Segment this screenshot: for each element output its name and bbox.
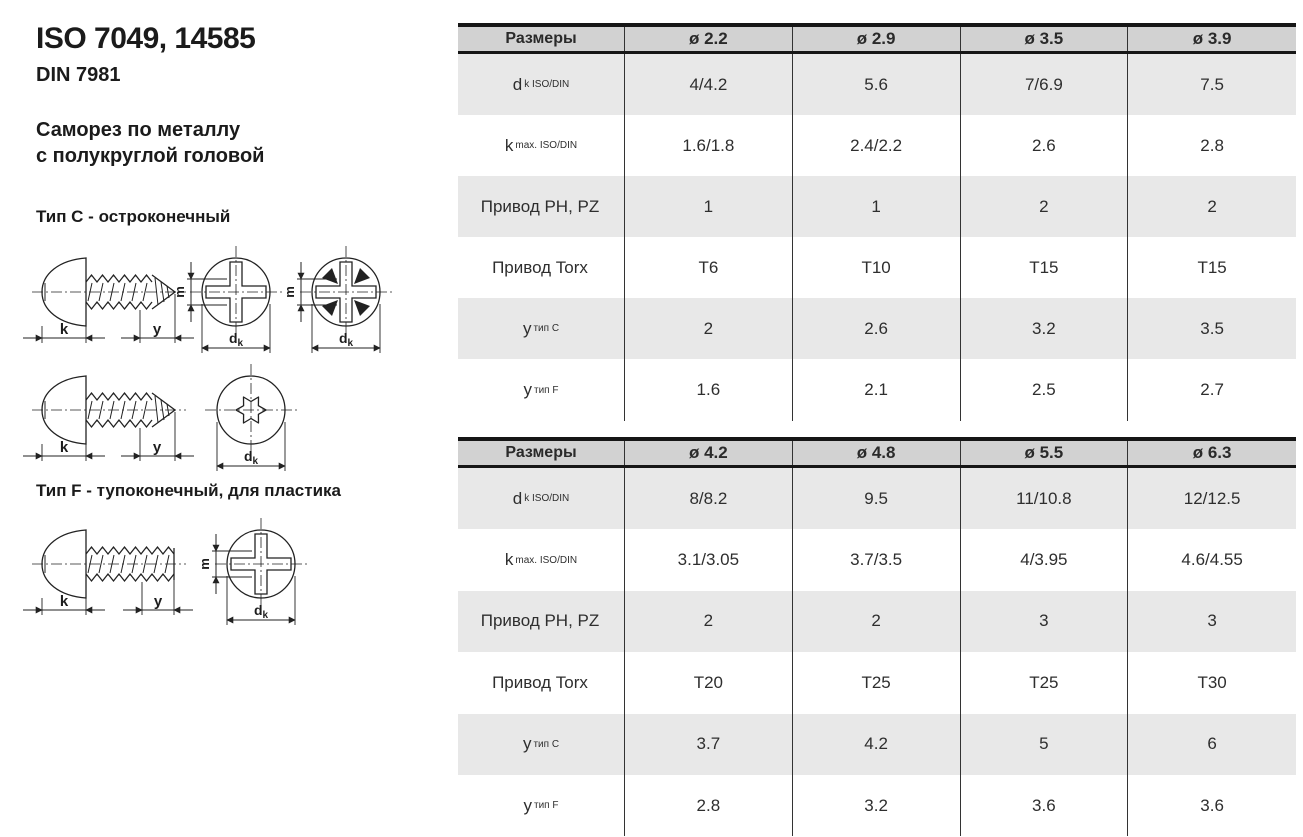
row-label xyxy=(458,359,625,420)
header-sizes-label: Размеры xyxy=(458,441,625,465)
table-row-drive-torx xyxy=(458,237,1296,298)
table-cell: 2.7 xyxy=(1200,380,1224,400)
k-dim-label: k xyxy=(59,439,69,456)
y-dim-label: y xyxy=(152,439,162,456)
table-cell: 2 xyxy=(625,591,793,652)
row-label-sub: тип C xyxy=(533,738,560,750)
row-label-base: Привод PH, PZ xyxy=(480,611,600,631)
table-cell: T6 xyxy=(625,237,793,298)
dk-dim-label xyxy=(229,330,244,349)
table-cell: 3.6 xyxy=(961,775,1129,836)
table-row-kmax xyxy=(458,529,1296,590)
y-dim-label: y xyxy=(153,593,163,610)
table-cell: 3 xyxy=(961,591,1129,652)
header-diameter: ø 4.8 xyxy=(793,441,961,465)
row-label-base: k xyxy=(504,550,514,570)
header-diameter: ø 3.5 xyxy=(961,27,1129,51)
table-row-kmax xyxy=(458,115,1296,176)
table-cell: 4/4.2 xyxy=(625,54,793,115)
row-label-sub: тип C xyxy=(533,323,560,335)
row-label xyxy=(458,115,625,176)
description-line-1: Саморез по металлу xyxy=(36,119,241,141)
table-cell: T25 xyxy=(961,652,1129,713)
row-label-base: у xyxy=(522,318,532,338)
row-label-base: у xyxy=(522,734,532,754)
dk-base: d xyxy=(228,330,238,346)
table-cell: 9.5 xyxy=(793,468,961,529)
table-cell: 2 xyxy=(793,591,961,652)
k-dim-label: k xyxy=(59,593,69,610)
table-row-y-type-c xyxy=(458,298,1296,359)
table-cell: 3.2 xyxy=(793,775,961,836)
m-dim-label: m xyxy=(197,558,212,570)
row-label xyxy=(458,54,625,115)
size-table-large-diameters xyxy=(458,437,1296,836)
table-cell: 4.2 xyxy=(793,714,961,775)
table-cell: 3.7 xyxy=(625,714,793,775)
table-cell: T30 xyxy=(1197,672,1227,692)
row-label-sub: max. ISO/DIN xyxy=(515,140,578,152)
row-label xyxy=(458,775,625,836)
row-label xyxy=(458,591,625,652)
type-f-heading: Тип F - тупоконечный, для пластика xyxy=(36,481,341,500)
table-cell: 1 xyxy=(793,176,961,237)
row-label-base: Привод PH, PZ xyxy=(480,196,600,216)
row-label-sub: k ISO/DIN xyxy=(524,493,570,505)
table-cell: 6 xyxy=(1207,734,1217,754)
row-label xyxy=(458,298,625,359)
ph-head-view xyxy=(172,246,282,353)
table-cell: 5 xyxy=(961,714,1129,775)
dk-base: d xyxy=(253,602,263,618)
table-cell: 2.6 xyxy=(793,298,961,359)
header-diameter: ø 5.5 xyxy=(961,441,1129,465)
table-row-drive-torx xyxy=(458,652,1296,713)
table-header-row xyxy=(458,437,1296,468)
row-label xyxy=(458,714,625,775)
table-row-y-type-f xyxy=(458,775,1296,836)
row-label-base: d xyxy=(512,74,523,94)
m-dim-label: m xyxy=(172,286,187,298)
table-cell: T15 xyxy=(961,237,1129,298)
table-cell: 2.5 xyxy=(961,359,1129,420)
dk-dim-label xyxy=(244,448,259,467)
table-cell: 3.6 xyxy=(1200,795,1224,815)
dk-sub: k xyxy=(347,338,354,349)
table-cell: 1.6 xyxy=(625,359,793,420)
dk-sub: k xyxy=(262,610,269,621)
dk-sub: k xyxy=(237,338,244,349)
row-label-sub: k ISO/DIN xyxy=(524,79,570,91)
page-title: ISO 7049, 14585 xyxy=(36,22,256,55)
row-label-sub: max. ISO/DIN xyxy=(515,554,578,566)
dk-dim-label xyxy=(254,602,269,621)
row-label-sub: тип F xyxy=(534,384,559,396)
table-row-y-type-f xyxy=(458,359,1296,420)
page-subtitle-din: DIN 7981 xyxy=(36,64,121,86)
table-cell: 1.6/1.8 xyxy=(625,115,793,176)
header-diameter: ø 2.2 xyxy=(625,27,793,51)
table-cell: 12/12.5 xyxy=(1183,488,1241,508)
header-diameter: ø 3.9 xyxy=(1192,29,1232,48)
table-cell: 7.5 xyxy=(1200,74,1224,94)
torx-head-view xyxy=(205,364,297,471)
table-row-y-type-c xyxy=(458,714,1296,775)
row-label-base: d xyxy=(512,488,523,508)
ph-head-view xyxy=(197,518,307,625)
table-cell: 2.6 xyxy=(961,115,1129,176)
row-label xyxy=(458,468,625,529)
table-cell: 2.8 xyxy=(625,775,793,836)
table-cell: T20 xyxy=(625,652,793,713)
size-table-small-diameters xyxy=(458,23,1296,421)
row-label xyxy=(458,529,625,590)
table-cell: T15 xyxy=(1197,257,1227,277)
table-cell: 2 xyxy=(625,298,793,359)
row-label xyxy=(458,652,625,713)
table-cell: 2.8 xyxy=(1200,135,1224,155)
header-sizes-label: Размеры xyxy=(458,27,625,51)
table-cell: 4/3.95 xyxy=(961,529,1129,590)
table-cell: 3 xyxy=(1207,611,1217,631)
type-c-heading: Тип C - остроконечный xyxy=(36,207,231,226)
row-label-base: k xyxy=(504,135,514,155)
table-row-drive-ph-pz xyxy=(458,176,1296,237)
table-cell: 3.5 xyxy=(1200,318,1224,338)
table-cell: 3.1/3.05 xyxy=(625,529,793,590)
header-diameter: ø 6.3 xyxy=(1192,443,1232,462)
dk-dim-label xyxy=(339,330,354,349)
row-label-base: Привод Torx xyxy=(492,257,588,277)
table-row-dk xyxy=(458,468,1296,529)
table-row-drive-ph-pz xyxy=(458,591,1296,652)
dk-base: d xyxy=(338,330,348,346)
table-cell: 7/6.9 xyxy=(961,54,1129,115)
table-cell: 2 xyxy=(1207,196,1217,216)
type-c-torx-drawing xyxy=(14,358,324,476)
dk-base: d xyxy=(243,448,253,464)
product-description xyxy=(36,117,264,170)
table-header-row xyxy=(458,23,1296,54)
table-cell: 5.6 xyxy=(793,54,961,115)
row-label xyxy=(458,176,625,237)
row-label xyxy=(458,237,625,298)
table-cell: 2 xyxy=(961,176,1129,237)
table-cell: 8/8.2 xyxy=(625,468,793,529)
row-label-base: Привод Torx xyxy=(492,672,588,692)
table-cell: T25 xyxy=(793,652,961,713)
row-label-sub: тип F xyxy=(534,800,559,812)
m-dim-label: m xyxy=(282,286,297,298)
row-label-base: у xyxy=(523,380,533,400)
table-cell: 3.2 xyxy=(961,298,1129,359)
type-c-ph-pz-drawing xyxy=(14,240,434,358)
table-cell: 1 xyxy=(625,176,793,237)
table-cell: T10 xyxy=(793,237,961,298)
pz-head-view xyxy=(282,246,392,353)
row-label-base: у xyxy=(523,795,533,815)
table-row-dk xyxy=(458,54,1296,115)
table-cell: 2.4/2.2 xyxy=(793,115,961,176)
description-line-2: с полукруглой головой xyxy=(36,145,265,168)
y-dim-label: y xyxy=(152,321,162,338)
table-cell: 4.6/4.55 xyxy=(1181,550,1243,570)
k-dim-label: k xyxy=(59,321,69,338)
table-cell: 11/10.8 xyxy=(961,468,1129,529)
header-diameter: ø 4.2 xyxy=(625,441,793,465)
table-cell: 3.7/3.5 xyxy=(793,529,961,590)
type-f-drawing xyxy=(14,512,344,630)
dk-sub: k xyxy=(252,456,259,467)
header-diameter: ø 2.9 xyxy=(793,27,961,51)
table-cell: 2.1 xyxy=(793,359,961,420)
